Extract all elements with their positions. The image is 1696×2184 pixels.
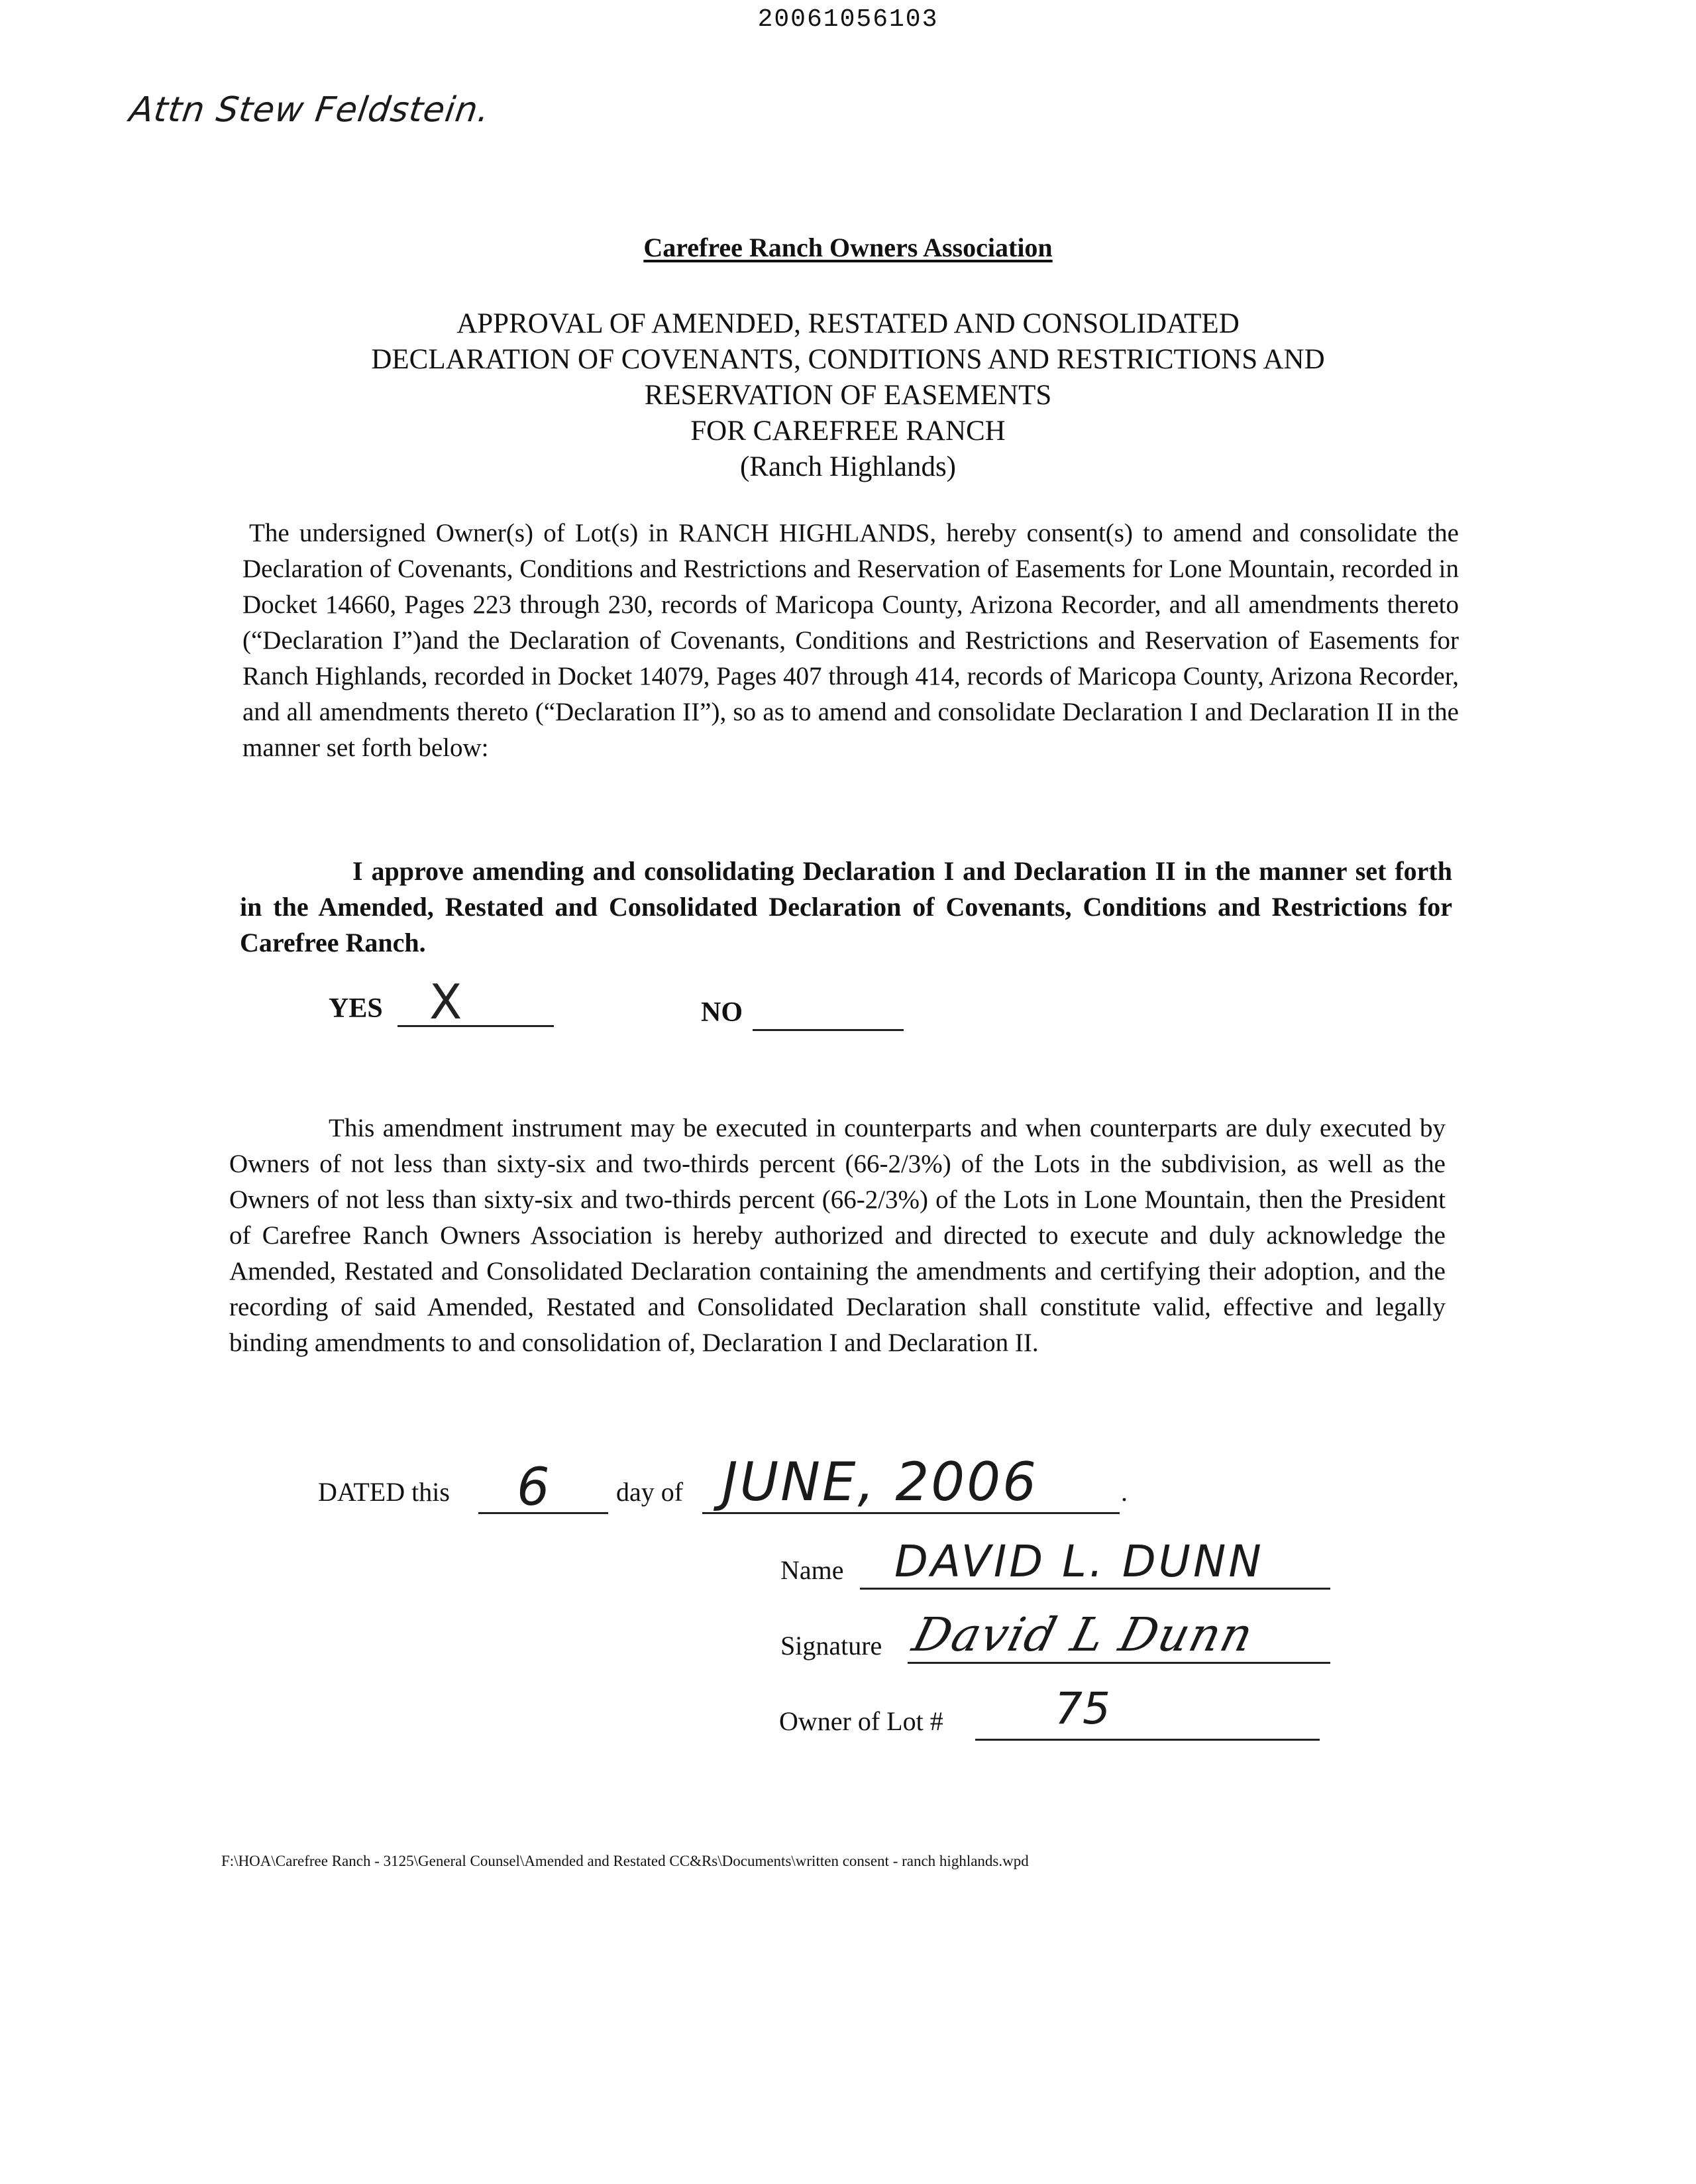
month-year-value: JUNE, 2006	[722, 1451, 1038, 1513]
document-number: 20061056103	[757, 5, 939, 34]
heading-line: RESERVATION OF EASEMENTS	[644, 380, 1052, 411]
signature-label: Signature	[780, 1631, 882, 1661]
organization-title	[0, 232, 1696, 263]
handwritten-attention-note: Attn Stew Feldstein.	[127, 90, 493, 130]
yes-answer-line[interactable]	[398, 1025, 554, 1027]
organization-name: Carefree Ranch Owners Association	[643, 233, 1053, 262]
yes-check-mark: X	[429, 974, 462, 1030]
date-period: .	[1121, 1477, 1128, 1507]
day-value: 6	[517, 1458, 550, 1517]
name-field-line[interactable]	[860, 1588, 1330, 1590]
no-label: NO	[701, 997, 743, 1028]
intro-paragraph: The undersigned Owner(s) of Lot(s) in RANCH HIGHLANDS, hereby consent(s) to amend and consolidate the Declaration of Covenants, Conditions and Restrictions and Reservation of Easements for Lone Mountain, recorded in Docket 14660, Pages 223 through 230, records of Maricopa County, Arizona Recorder, and all amendments thereto (“Declaration I”)and the Declaration of Covenants, Conditions and Restrictions and Reservation of Easements for Ranch Highlands, recorded in Docket 14079, Pages 407 through 414, records of Maricopa County, Arizona Recorder, and all amendments thereto (“Declaration II”), so as to amend and consolidate Declaration I and Declaration II in the manner set forth below:	[242, 519, 1459, 762]
yes-label: YES	[329, 993, 383, 1024]
lot-number-value: 75	[1055, 1683, 1110, 1734]
name-value: DAVID L. DUNN	[894, 1536, 1264, 1587]
heading-line: DECLARATION OF COVENANTS, CONDITIONS AND RESTRICTIONS AND	[371, 344, 1325, 375]
footer-file-path: F:\HOA\Carefree Ranch - 3125\General Counsel\Amended and Restated CC&Rs\Documents\written consent - ranch highlands.wpd	[221, 1853, 1029, 1869]
handwritten-signature: David L Dunn	[907, 1608, 1260, 1662]
dated-label: DATED this	[318, 1477, 450, 1507]
heading-line: FOR CAREFREE RANCH	[690, 415, 1006, 447]
heading-line: (Ranch Highlands)	[739, 451, 956, 482]
lot-number-label: Owner of Lot #	[779, 1706, 943, 1736]
name-label: Name	[780, 1555, 844, 1585]
no-answer-line[interactable]	[753, 1029, 904, 1031]
signature-field-line[interactable]	[908, 1662, 1330, 1664]
execution-paragraph: This amendment instrument may be executed in counterparts and when counterparts are duly executed by Owners of not less than sixty-six and two-thirds percent (66-2/3%) of the Lots in the subdivision, as well as the Owners of not less than sixty-six and two-thirds percent (66-2/3%) of the Lots in Lone Mountain, then the President of Carefree Ranch Owners Association is hereby authorized and directed to execute and duly acknowledge the Amended, Restated and Consolidated Declaration containing the amendments and certifying their adoption, and the recording of said Amended, Restated and Consolidated Declaration shall constitute valid, effective and legally binding amendments to and consolidation of, Declaration I and Declaration II.	[229, 1114, 1446, 1357]
consent-statement: I approve amending and consolidating Declaration I and Declaration II in the manner set forth in the Amended, Restated and Consolidated Declaration of Covenants, Conditions and Restrictions for Carefree Ranch.	[240, 856, 1452, 957]
day-of-label: day of	[616, 1477, 684, 1507]
lot-number-field-line[interactable]	[975, 1739, 1320, 1741]
heading-line: APPROVAL OF AMENDED, RESTATED AND CONSOLIDATED	[456, 308, 1240, 339]
approval-heading	[0, 306, 1696, 485]
